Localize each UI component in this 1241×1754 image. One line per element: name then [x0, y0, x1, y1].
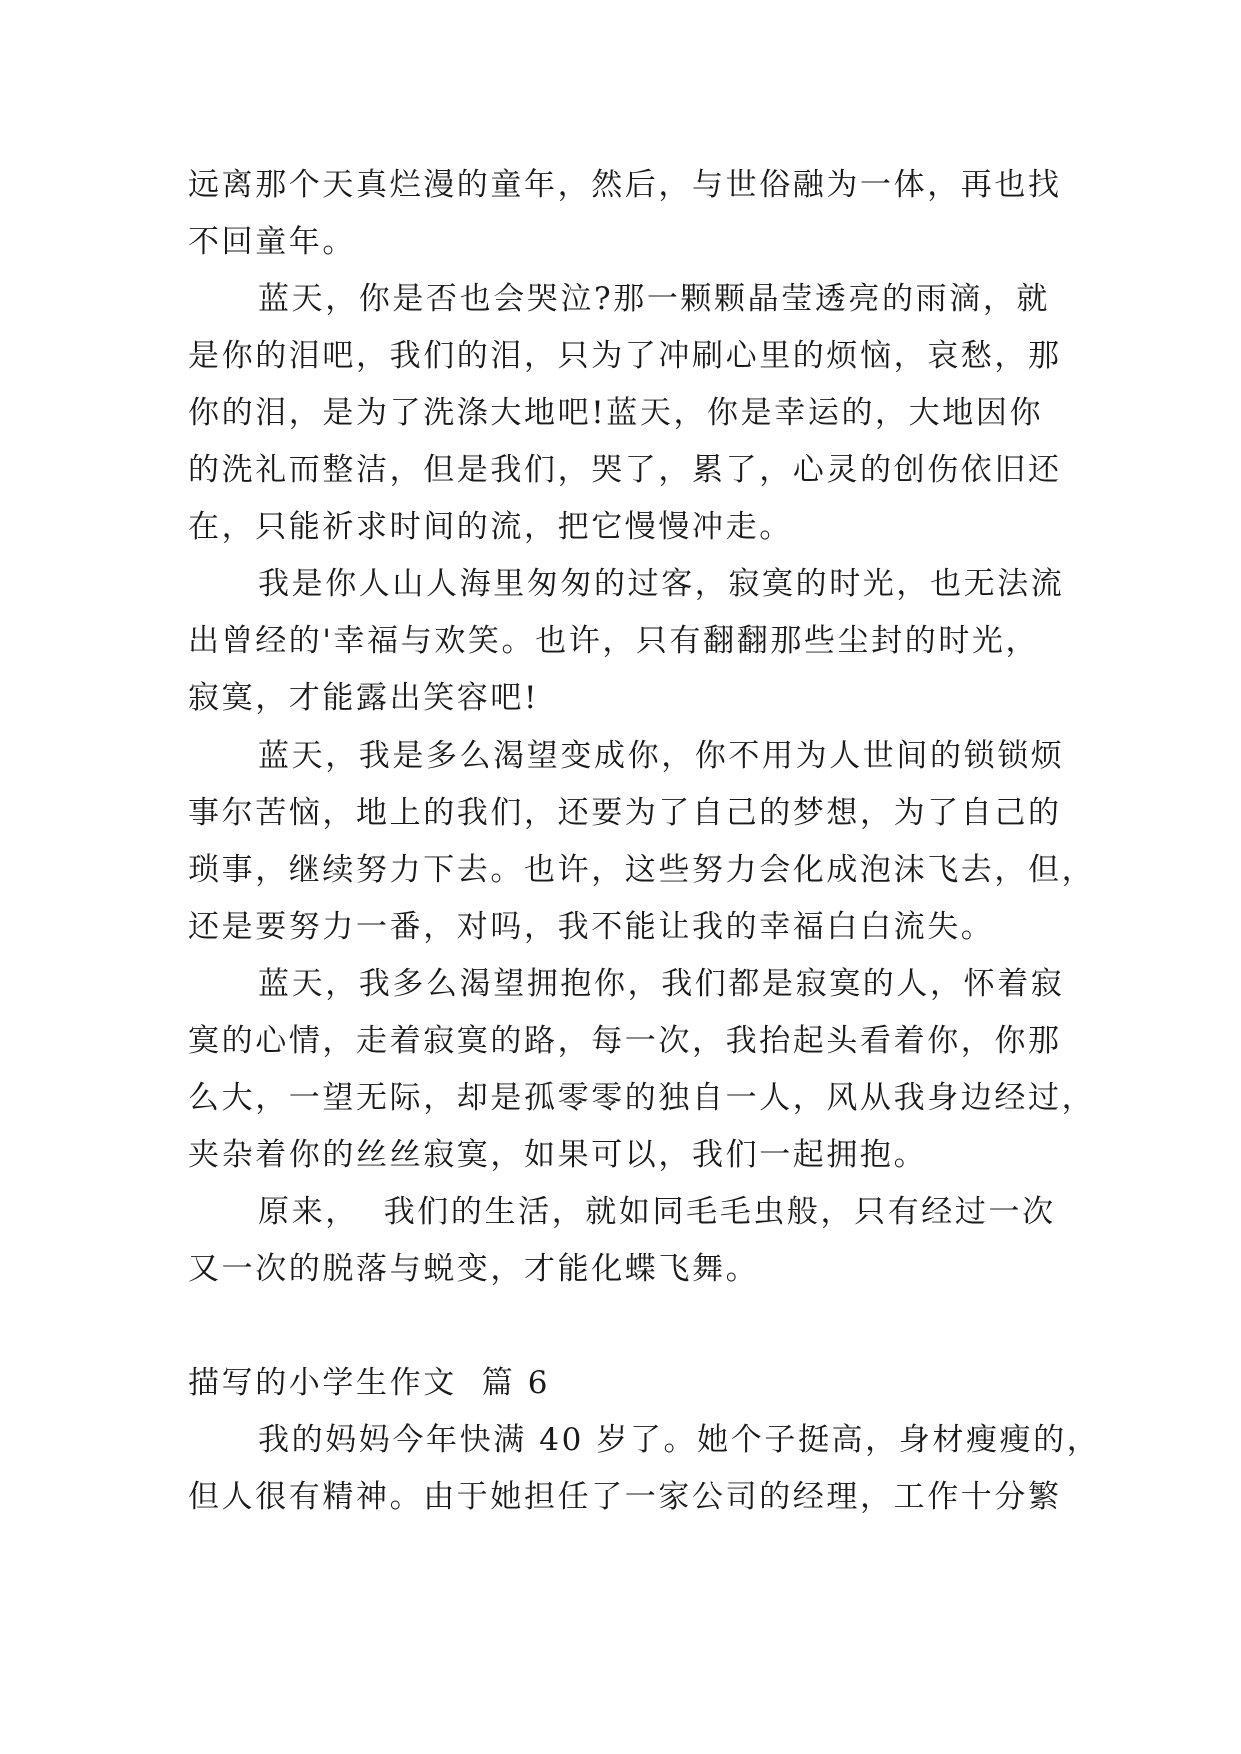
paragraph-first-line: 原来， 我们的生活，就如同毛毛虫般，只有经过一次	[258, 1194, 1056, 1230]
paragraph-first-line: 我的妈妈今年快满 40 岁了。她个子挺高，身材瘦瘦的，	[258, 1422, 1101, 1458]
paragraph-first-line: 蓝天，我多么渴望拥抱你，我们都是寂寞的人，怀着寂	[258, 966, 1065, 1002]
text-line: 还是要努力一番，对吗，我不能让我的幸福白白流失。	[188, 909, 995, 945]
text-line: 又一次的脱落与蜕变，才能化蝶飞舞。	[188, 1251, 760, 1287]
paragraph-first-line: 蓝天，你是否也会哭泣?那一颗颗晶莹透亮的雨滴，就	[258, 281, 1051, 317]
text-line: 远离那个天真烂漫的童年，然后，与世俗融为一体，再也找	[188, 167, 1062, 203]
text-line: 的洗礼而整洁，但是我们，哭了，累了，心灵的创伤依旧还	[188, 452, 1062, 488]
text-line: 寞的心情，走着寂寞的路，每一次，我抬起头看着你，你那	[188, 1023, 1062, 1059]
text-line: 出曾经的'幸福与欢笑。也许，只有翻翻那些尘封的时光，	[188, 623, 1040, 659]
text-line: 么大，一望无际，却是孤零零的独自一人，风从我身边经过，	[188, 1080, 1096, 1116]
text-line: 事尔苦恼，地上的我们，还要为了自己的梦想，为了自己的	[188, 795, 1062, 831]
section-heading: 描写的小学生作文 篇 6	[188, 1365, 551, 1401]
text-line: 但人很有精神。由于她担任了一家公司的经理，工作十分繁	[188, 1479, 1062, 1515]
text-line: 琐事，继续努力下去。也许，这些努力会化成泡沫飞去，但，	[188, 852, 1096, 888]
paragraph-first-line: 我是你人山人海里匆匆的过客，寂寞的时光，也无法流	[258, 566, 1065, 602]
paragraph-first-line: 蓝天，我是多么渴望变成你，你不用为人世间的锁锁烦	[258, 738, 1065, 774]
text-line: 夹杂着你的丝丝寂寞，如果可以，我们一起拥抱。	[188, 1137, 928, 1173]
text-line: 在，只能祈求时间的流，把它慢慢冲走。	[188, 509, 793, 545]
text-line: 是你的泪吧，我们的泪，只为了冲刷心里的烦恼，哀愁，那	[188, 338, 1062, 374]
text-line: 你的泪，是为了洗涤大地吧!蓝天，你是幸运的，大地因你	[188, 395, 1044, 431]
text-line: 寂寞，才能露出笑容吧!	[188, 680, 540, 716]
text-line: 不回童年。	[188, 224, 356, 260]
